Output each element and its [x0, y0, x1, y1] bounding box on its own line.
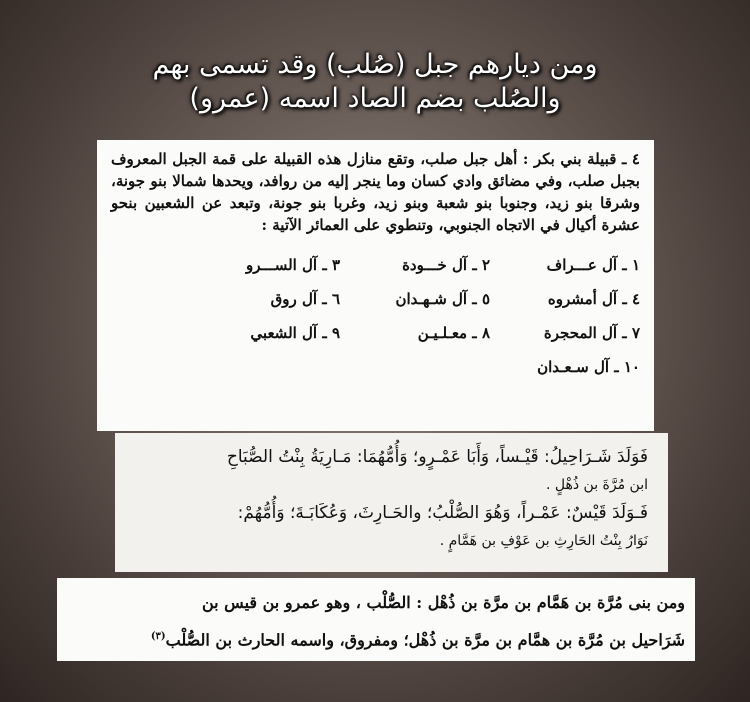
- clan-item: ١ ـ آل عـــراف: [546, 256, 640, 274]
- clan-list: [111, 248, 640, 384]
- clan-row: [111, 282, 640, 316]
- clan-item: ١٠ ـ آل سـعـدان: [537, 358, 640, 376]
- clan-row: [111, 350, 640, 384]
- page-title: [110, 48, 640, 116]
- excerpt-genealogy-2: [57, 578, 695, 661]
- clan-item: ٢ ـ آل خـــودة: [402, 256, 490, 274]
- genealogy-line: فَـوَلَدَ قَيْسٌ: عَمْـراً، وَهُوَ الصُّلْبُ؛ والحَـارِثَ، وَعُكَابَـةَ؛ وَأُمُّهُمْ:: [237, 503, 648, 523]
- paragraph-lead: ٤ ـ قبيلة بني بكر :: [522, 150, 640, 168]
- footnote-marker: (٣): [150, 631, 166, 642]
- genealogy-line: نَوَارُ بِنْتُ الحَارِثِ بن عَوْفِ بن هَمَّامٍ .: [439, 533, 648, 549]
- genealogy-line: ومن بنى مُرَّة بن هَمَّام بن مرَّة بن ذُهْل : الصُّلْب ، وهو عمرو بن قيس بن: [201, 593, 685, 612]
- clan-item: ٨ ـ معـلـيـن: [417, 324, 490, 342]
- genealogy-line: فَوَلَدَ شَـرَاحِيلُ: قَيْـساً، وَأَبَا عَمْـرٍو؛ وَأُمُّهُمَا: مَـارِيَةُ بِنْتُ الصُّبَاحِ: [226, 447, 648, 467]
- title-line-1: ومن ديارهم جبل (صُلب) وقد تسمى بهم: [152, 49, 598, 80]
- clan-item: ٣ ـ آل الســـرو: [245, 256, 340, 274]
- clan-item: ٧ ـ آل المحجرة: [543, 324, 640, 342]
- clan-item: ٦ ـ آل روق: [270, 290, 340, 308]
- clan-item: ٤ ـ آل أمشروه: [547, 290, 640, 308]
- clan-item: ٩ ـ آل الشعبي: [250, 324, 340, 342]
- genealogy-text: شَرَاحيل بن مُرَّة بن همَّام بن مرَّة بن ذُهْل؛ ومفروق، واسمه الحارث بن الصُّلْب: [165, 630, 685, 650]
- genealogy-line: [67, 620, 685, 657]
- clan-row: [111, 248, 640, 282]
- excerpt-paragraph: [111, 148, 640, 236]
- clan-row: [111, 316, 640, 350]
- excerpt-genealogy-1: [115, 433, 668, 572]
- clan-item: ٥ ـ آل شـهـدان: [395, 290, 490, 308]
- paragraph-text: أهل جبل صلب، وتقع منازل هذه القبيلة على قمة الجبل المعروف بجبل صلب، وفي مضائق وادي كسان وما ينجر إليه من روافد، ويحدها شمالا بنو جونة، وشرقا بنو زيد، وجنوبا بنو شعبة وبنو زيد، وغربا بنو جونة، وتبعد عن الشعبين بنحو عشرة أكيال في الاتجاه الجنوبي، وتنطوي على العمائر الآتية :: [111, 150, 640, 234]
- title-line-2: والصُلب بضم الصاد اسمه (عمرو): [189, 82, 561, 114]
- excerpt-bani-bakr: [97, 140, 654, 431]
- genealogy-line: ابن مُرَّةَ بن ذُهْلٍ .: [545, 477, 648, 493]
